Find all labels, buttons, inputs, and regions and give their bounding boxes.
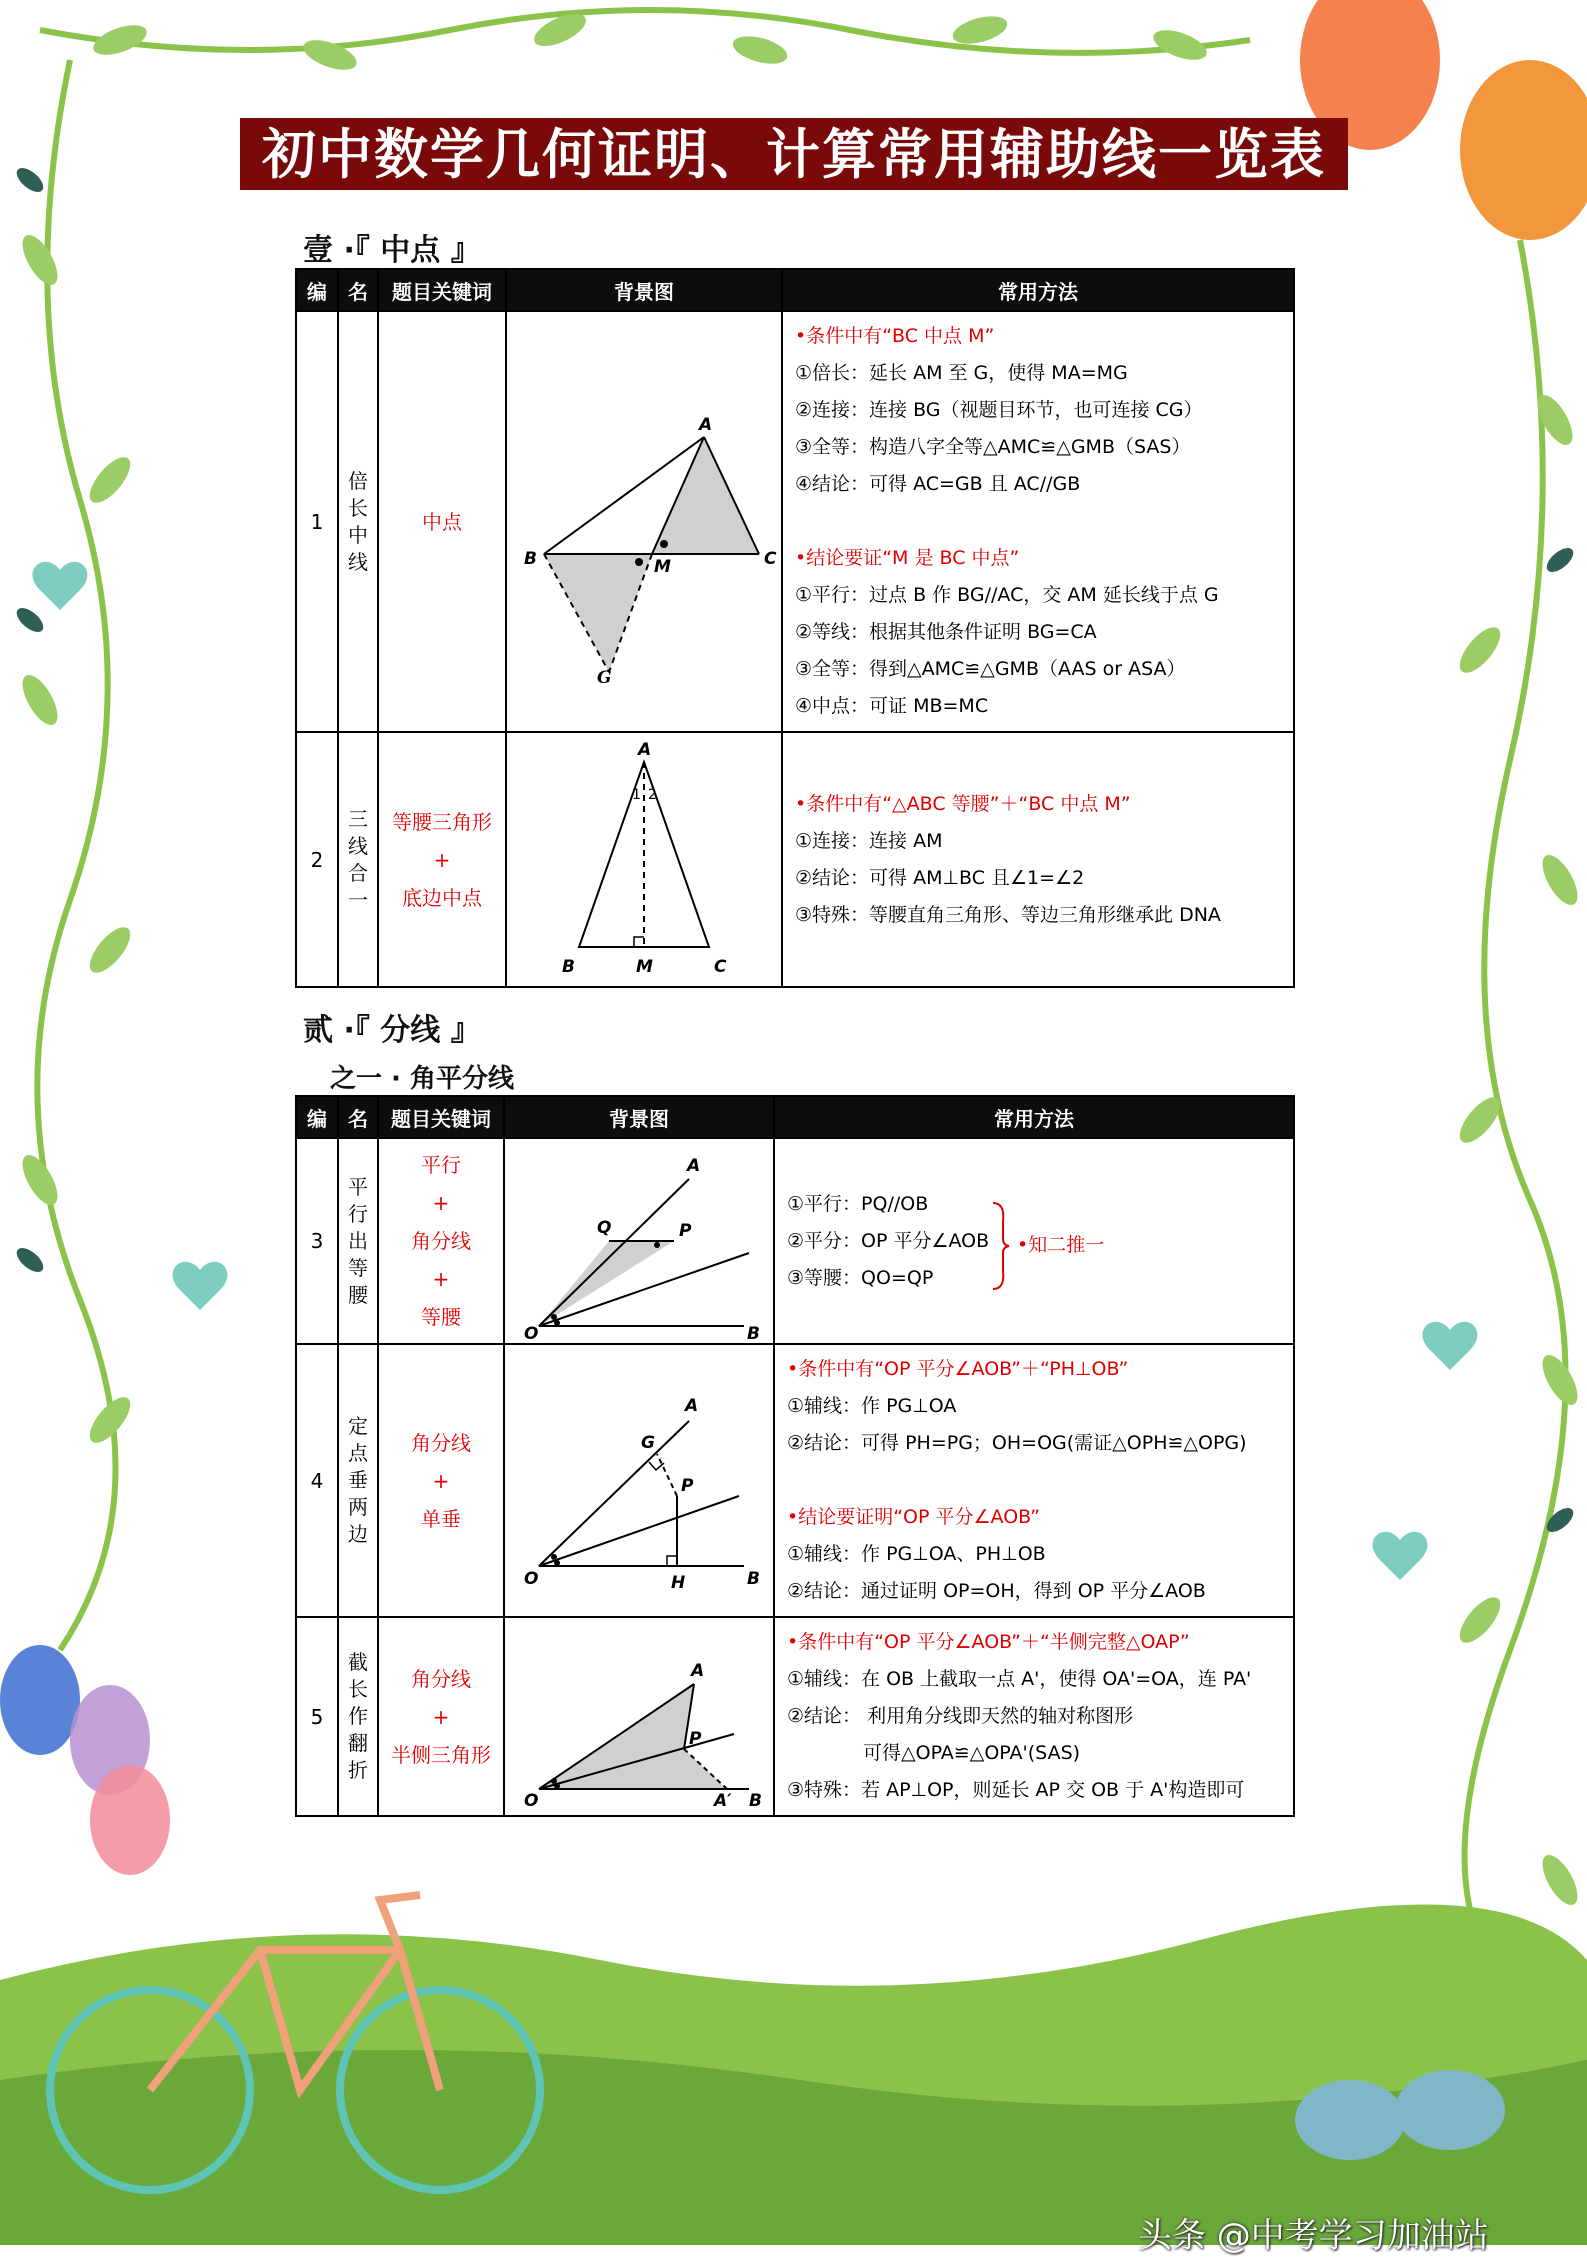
header-figure: 背景图 [506,269,782,311]
svg-text:A: A [638,740,652,760]
row-number: 4 [296,1344,338,1617]
row-figure [506,311,782,732]
row-name: 倍 长 中 线 [338,311,378,732]
svg-text:M: M [636,957,653,977]
table-midpoint [295,268,1295,988]
header-methods: 常用方法 [782,269,1294,311]
row-name: 截 长 作 翻 折 [338,1617,378,1816]
svg-text:P: P [689,1729,702,1749]
table-bisector [295,1095,1295,1817]
svg-text:P: P [681,1475,694,1496]
row-number: 5 [296,1617,338,1816]
page-title: 初中数学几何证明、计算常用辅助线一览表 [240,118,1348,190]
table-header [296,269,1294,311]
label-g: G [597,667,612,688]
svg-text:A′: A′ [714,1791,732,1811]
row-figure [504,1138,774,1344]
table-row [296,732,1294,987]
section2-subheading: 之一 · 角平分线 [330,1064,514,1094]
svg-text:2: 2 [648,787,657,803]
svg-text:O: O [524,1791,539,1811]
svg-text:A: A [685,1395,699,1416]
row-figure [506,732,782,987]
figure-double-median [514,372,777,672]
table-row [296,1617,1294,1816]
table-row [296,311,1294,732]
svg-text:P: P [679,1221,692,1241]
header-figure: 背景图 [504,1096,774,1138]
row-number: 1 [296,311,338,732]
figure-three-lines-one [514,737,774,982]
section1-heading: 壹 ·『 中点 』 [303,233,481,268]
row-name: 三 线 合 一 [338,732,378,987]
row-figure [504,1344,774,1617]
figure-point-perpendicular [509,1366,769,1596]
row-keywords: 等腰三角形 + 底边中点 [378,732,506,987]
row-methods: •条件中有“OP 平分∠AOB”＋“PH⊥OB” ①辅线：作 PG⊥OA ②结论：可得 PH=PG；OH=OG(需证△OPH≌△OPG) •结论要证明“OP 平分∠AOB” ①辅线：作 PG⊥OA、PH⊥OB ②结论：通过证明 OP=OH，得到 OP 平分∠AOB [774,1344,1294,1617]
row-keywords: 中点 [378,311,506,732]
svg-text:C: C [764,548,777,569]
svg-text:1: 1 [632,787,641,803]
header-keywords: 题目关键词 [378,269,506,311]
svg-text:O: O [524,1568,539,1589]
row-methods: •条件中有“OP 平分∠AOB”＋“半侧完整△OAP” ①辅线：在 OB 上截取一点 A'，使得 OA'=OA，连 PA' ②结论： 利用角分线即天然的轴对称图形 可得△OPA≌△OPA'(SAS) ③特殊：若 AP⊥OP，则延长 AP 交 OB 于 A'构造即可 [774,1617,1294,1816]
header-name: 名 [338,1096,378,1138]
svg-text:Q: Q [597,1218,612,1238]
svg-text:M: M [654,556,671,577]
row-name: 定 点 垂 两 边 [338,1344,378,1617]
svg-text:H: H [671,1572,686,1593]
header-keywords: 题目关键词 [378,1096,504,1138]
header-name: 名 [338,269,378,311]
header-methods: 常用方法 [774,1096,1294,1138]
svg-text:B: B [747,1568,760,1589]
table-row [296,1344,1294,1617]
svg-text:C: C [714,957,727,977]
row-number: 2 [296,732,338,987]
table-header [296,1096,1294,1138]
row-name: 平 行 出 等 腰 [338,1138,378,1344]
svg-text:A: A [687,1156,701,1176]
svg-text:B: B [562,957,575,977]
figure-parallel-isosceles [509,1141,769,1344]
header-num: 编 [296,1096,338,1138]
brace-icon [991,1201,1011,1291]
row-methods: ①平行：PQ//OB ②平分：OP 平分∠AOB ③等腰：QO=QP •知二推一 [774,1138,1294,1344]
balloon-pink [90,1765,170,1875]
balloon-blue [0,1645,80,1755]
svg-text:B: B [747,1324,760,1344]
row-keywords: 角分线 + 半侧三角形 [378,1617,504,1816]
section2-heading: 贰 ·『 分线 』 [303,1013,481,1048]
row-keywords: 角分线 + 单垂 [378,1344,504,1617]
header-num: 编 [296,269,338,311]
svg-text:A: A [691,1661,705,1681]
side-note: •知二推一 [1017,1234,1105,1256]
svg-text:A: A [699,414,713,435]
table-row [296,1138,1294,1344]
row-number: 3 [296,1138,338,1344]
watermark: 头条 @中考学习加油站 [1138,2216,1489,2256]
svg-text:O: O [524,1324,539,1344]
row-methods: •条件中有“△ABC 等腰”＋“BC 中点 M” ①连接：连接 AM ②结论：可得 AM⊥BC 且∠1=∠2 ③特殊：等腰直角三角形、等边三角形继承此 DNA [782,732,1294,987]
figure-truncate-fold [509,1624,769,1809]
svg-text:B: B [749,1791,762,1811]
svg-text:G: G [641,1432,655,1453]
row-figure [504,1617,774,1816]
svg-text:B: B [524,548,537,569]
row-methods: •条件中有“BC 中点 M” ①倍长：延长 AM 至 G，使得 MA=MG ②连接：连接 BG（视题目环节，也可连接 CG） ③全等：构造八字全等△AMC≌△GMB（SAS） ④结论：可得 AC=GB 且 AC//GB •结论要证“M 是 BC 中点” ①平行：过点 B 作 BG//AC，交 AM 延长线于点 G ②等线：根据其他条件证明 BG=CA ③全等：得到△AMC≌△GMB（AAS or ASA） ④中点：可证 MB=MC [782,311,1294,732]
row-keywords: 平行 + 角分线 + 等腰 [378,1138,504,1344]
